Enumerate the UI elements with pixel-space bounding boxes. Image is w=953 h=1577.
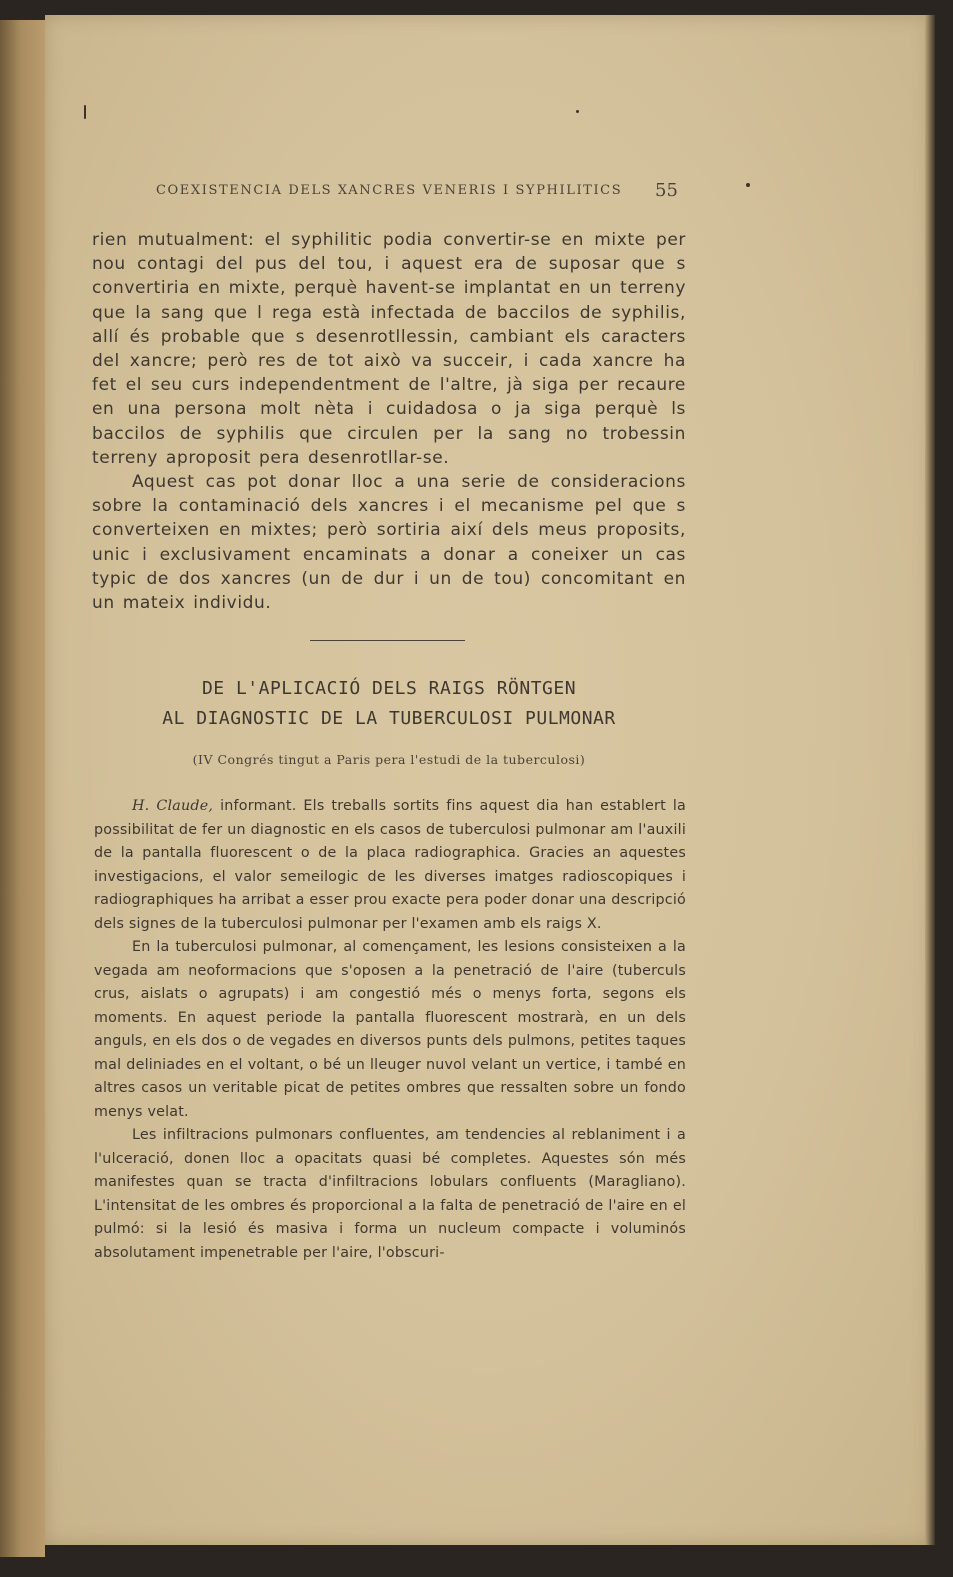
paper-speck xyxy=(746,183,750,187)
page-right-edge xyxy=(925,15,935,1545)
page-number: 55 xyxy=(655,180,678,201)
congress-note: (IV Congrés tingut a Paris pera l'estudi de la tuberculosi) xyxy=(192,752,586,767)
body-paragraph xyxy=(94,795,686,936)
paragraph-text: informant. Els treballs sortits fins aquest dia han establert la possibilitat de fer un diagnostic en els casos de tuberculosi pulmonar am l'auxili de la pantalla fluorescent o de la placa radiographica. Gracies an aquestes investigacions, el valor semeilogic de les diverses imatges radioscopiques i radiographiques ha arribat a esser prou exacte pera poder donar una descripció dels signes de la tuberculosi pulmonar per l'examen amb els raigs X. xyxy=(94,798,686,932)
author-name: H. Claude, xyxy=(132,798,214,814)
body-paragraph: Aquest cas pot donar lloc a una serie de consideracions sobre la contaminació dels xancres i el mecanisme pel que s converteixen en mixtes; però sortiria així dels meus proposits, unic i exclusivament encaminats a donar a coneixer un cas typic de dos xancres (un de dur i un de tou) concomitant en un mateix individu. xyxy=(92,472,686,614)
body-paragraph: Les infiltracions pulmonars confluentes, am tendencies al reblaniment i a l'ulceració, donen lloc a opacitats quasi bé completes. Aquestes són més manifestes quan se tracta d'infiltracions lobulars confluents (Maragliano). L'intensitat de les ombres és proporcional a la falta de penetració de l'aire en el pulmó: si la lesió és masiva i forma un nucleum compacte i voluminós absolutament impenetrable per l'aire, l'obscuri- xyxy=(94,1127,686,1261)
book-binding-edge xyxy=(0,20,45,1557)
paper-speck xyxy=(576,110,579,113)
body-paragraph: En la tuberculosi pulmonar, al començament, les lesions consisteixen a la vegada am neoformacions que s'oposen a la penetració de l'aire (tuberculs crus, aislats o agrupats) i am congestió més o menys forta, segons els moments. En aquest periode la pantalla fluorescent mostrarà, en un dels anguls, en els dos o de vegades en diversos punts dels pulmons, petites taques mal deliniades en el voltant, o bé un lleuger nuvol velant un vertice, i també en altres casos un veritable picat de petites ombres que ressalten sobre un fondo menys velat. xyxy=(94,939,686,1120)
section-divider xyxy=(310,640,465,641)
running-head: COEXISTENCIA DELS XANCRES VENERIS I SYPHILITICS xyxy=(156,183,623,198)
article-title-line-2: AL DIAGNOSTIC DE LA TUBERCULOSI PULMONAR xyxy=(162,708,616,729)
paper-speck xyxy=(84,105,86,119)
article-body xyxy=(94,795,686,1265)
article-title-line-1: DE L'APLICACIÓ DELS RAIGS RÖNTGEN xyxy=(201,678,577,699)
body-paragraph: rien mutualment: el syphilitic podia convertir-se en mixte per nou contagi del pus del tou, i aquest era de suposar que s convertiria en mixte, perquè havent-se implantat en un terreny que la sang que l rega està infectada de baccilos de syphilis, allí és probable que s desenrotllessin, cambiant els caracters del xancre; però res de tot això va succeir, i cada xancre ha fet el seu curs independentment de l'altre, jà siga per recaure en una persona molt nèta i cuidadosa o ja siga perquè ls baccilos de syphilis que circulen per la sang no trobessin terreny aproposit pera desenrotllar-se. xyxy=(92,230,686,468)
continued-text xyxy=(92,228,686,615)
